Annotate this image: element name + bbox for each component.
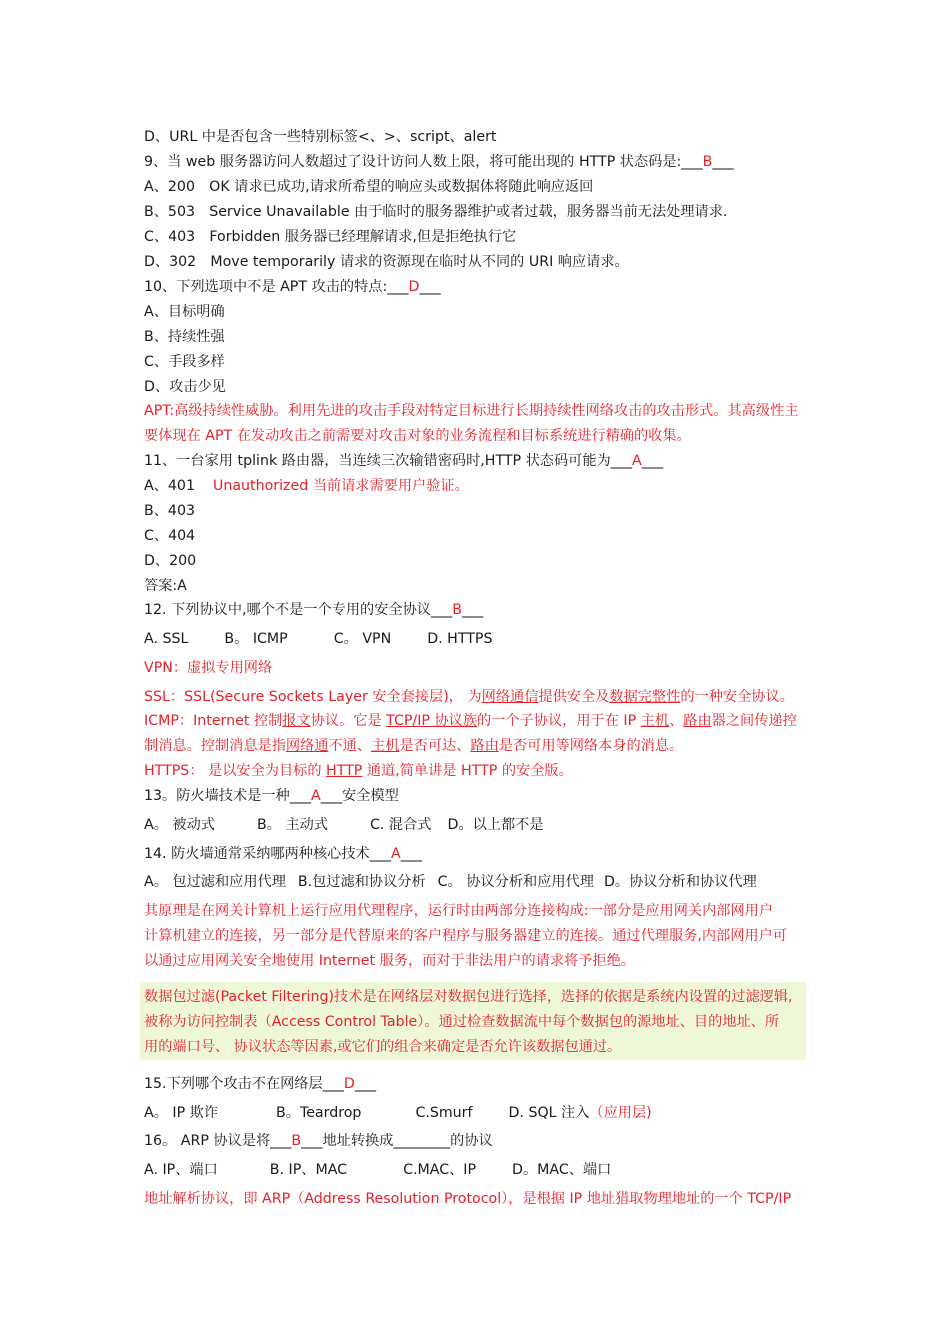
option-label: A、401: [144, 478, 195, 494]
question-text: 16。 ARP 协议是将___: [144, 1133, 292, 1149]
explanation-line: 以通过应用网关安全地使用 Internet 服务，而对于非法用户的请求将予拒绝。: [144, 953, 635, 969]
explanation-line: 其原理是在网关计算机上运行应用代理程序，运行时由两部分连接构成:一部分是应用网关内部网用户: [144, 903, 774, 919]
explanation-line: VPN：虚拟专用网络: [144, 660, 273, 676]
explanation-line: HTTPS： 是以安全为目标的 HTTP 通道,简单讲是 HTTP 的安全版。: [144, 763, 573, 779]
link[interactable]: 报文: [282, 713, 311, 729]
highlight-line: 用的端口号、 协议状态等因素,或它们的组合来确定是否允许该数据包通过。: [144, 1039, 622, 1055]
answer-mark: D: [408, 279, 420, 295]
option: D。协议分析和协议代理: [603, 874, 757, 890]
explanation-line: SSL：SSL(Secure Sockets Layer 安全套接层)， 为网络通信提供安全及数据完整性的一种安全协议。: [144, 689, 794, 705]
options-row: [144, 1161, 611, 1179]
explanation-line: 计算机建立的连接，另一部分是代替原来的客户程序与服务器建立的连接。通过代理服务,内部网用户可: [144, 928, 787, 944]
option: D、302 Move temporarily 请求的资源现在临时从不同的 URI 响应请求。: [144, 254, 629, 270]
question-text: 11、一台家用 tplink 路由器，当连续三次输错密码时,HTTP 状态码可能为___: [144, 453, 633, 469]
answer-mark: A: [311, 788, 321, 804]
question-text: 14. 防火墙通常采纳哪两种核心技术___: [144, 846, 391, 862]
answer-mark: B: [702, 154, 713, 170]
answer-mark: D: [343, 1076, 355, 1092]
question-15: [144, 1075, 376, 1093]
explanation-line: ICMP：Internet 控制报文协议。它是 TCP/IP 协议族的一个子协议，用于在 IP 主机、路由器之间传递控: [144, 713, 797, 729]
option: D、攻击少见: [144, 379, 226, 395]
option: B. IP、MAC: [269, 1162, 348, 1178]
link[interactable]: 网络通: [285, 738, 329, 754]
question-text: 15.下列哪个攻击不在网络层___: [144, 1076, 344, 1092]
link[interactable]: 主机: [371, 738, 400, 754]
option: C、404: [144, 528, 196, 544]
options-row: [144, 873, 757, 891]
option: C. 混合式: [369, 817, 432, 833]
text-line: D、URL 中是否包含一些特别标签<、>、script、alert: [144, 129, 497, 145]
blank: ___: [419, 279, 441, 295]
option: A. SSL: [144, 631, 189, 647]
link[interactable]: 网络通信: [481, 689, 539, 705]
explanation-line: 要体现在 APT 在发动攻击之前需要对攻击对象的业务流程和目标系统进行精确的收集。: [144, 428, 691, 444]
option-note: Unauthorized 当前请求需要用户验证。: [212, 478, 469, 494]
link[interactable]: HTTP: [326, 763, 363, 779]
question-text: 12. 下列协议中,哪个不是一个专用的安全协议___: [144, 602, 453, 618]
answer-mark: B: [452, 602, 462, 618]
option: C.MAC、IP: [403, 1162, 477, 1178]
options-row: [144, 1104, 652, 1122]
option: D. SQL 注入: [508, 1105, 590, 1121]
option: A。 包过滤和应用代理: [144, 874, 286, 890]
question-9: [144, 153, 734, 171]
option: A、目标明确: [144, 304, 225, 320]
link[interactable]: 数据完整性: [609, 689, 681, 705]
option: D。以上都不是: [447, 817, 544, 833]
question-text: 10、下列选项中不是 APT 攻击的特点:___: [144, 279, 409, 295]
question-text: ___地址转换成________的协议: [301, 1133, 493, 1149]
option-note: （应用层): [589, 1105, 652, 1121]
link[interactable]: TCP/IP 协议族: [386, 713, 478, 729]
option: C、手段多样: [144, 354, 225, 370]
answer-mark: B: [291, 1133, 302, 1149]
option: [144, 477, 469, 495]
question-11: [144, 452, 663, 470]
option: A。 被动式: [144, 817, 215, 833]
blank: ___: [461, 602, 484, 618]
option: C、403 Forbidden 服务器已经理解请求,但是拒绝执行它: [144, 229, 517, 245]
answer-line: 答案:A: [144, 578, 187, 594]
option: A。 IP 欺诈: [144, 1105, 219, 1121]
option: B.包过滤和协议分析: [297, 874, 426, 890]
highlight-line: 被称为访问控制表（Access Control Table）。通过检查数据流中每个数据包的源地址、目的地址、所: [144, 1014, 780, 1030]
question-13: [144, 787, 399, 805]
blank: ___: [641, 453, 664, 469]
question-text: 9、当 web 服务器访问人数超过了设计访问人数上限，将可能出现的 HTTP 状态码是:___: [144, 154, 703, 170]
explanation-line: APT:高级持续性威胁。利用先进的攻击手段对特定目标进行长期持续性网络攻击的攻击形式。其高级性主: [144, 403, 799, 419]
option: D。MAC、端口: [512, 1162, 612, 1178]
option: B、503 Service Unavailable 由于临时的服务器维护或者过载，服务器当前无法处理请求.: [144, 204, 728, 220]
option: B。 ICMP: [224, 631, 288, 647]
question-14: [144, 845, 422, 863]
options-row: [144, 816, 544, 834]
highlight-line: 数据包过滤(Packet Filtering)技术是在网络层对数据包进行选择，选择的依据是系统内设置的过滤逻辑,: [144, 989, 793, 1005]
question-10: [144, 278, 441, 296]
option: C。 协议分析和应用代理: [437, 874, 594, 890]
blank: ___: [712, 154, 734, 170]
option: D、200: [144, 553, 197, 569]
option: A、200 OK 请求已成功,请求所希望的响应头或数据体将随此响应返回: [144, 179, 594, 195]
blank: ___: [354, 1076, 377, 1092]
link[interactable]: 路由: [470, 738, 499, 754]
option: C.Smurf: [415, 1105, 473, 1121]
option: B、持续性强: [144, 329, 225, 345]
options-row: [144, 630, 492, 648]
option: B、403: [144, 503, 196, 519]
option: B。Teardrop: [276, 1105, 362, 1121]
answer-mark: A: [632, 453, 642, 469]
explanation-line: 制消息。控制消息是指网络通不通、主机是否可达、路由是否可用等网络本身的消息。: [144, 738, 684, 754]
question-16: [144, 1132, 493, 1150]
option: A. IP、端口: [144, 1162, 218, 1178]
explanation-line: 地址解析协议，即 ARP（Address Resolution Protocol），是根据 IP 地址猎取物理地址的一个 TCP/IP: [144, 1191, 792, 1207]
blank: ___: [400, 846, 422, 862]
link[interactable]: 路由: [683, 713, 712, 729]
question-text: ___安全模型: [320, 788, 399, 804]
option: C。 VPN: [333, 631, 392, 647]
link[interactable]: 主机: [640, 713, 670, 729]
question-12: [144, 601, 483, 619]
question-text: 13。防火墙技术是一种___: [144, 788, 312, 804]
option: D. HTTPS: [427, 631, 493, 647]
option: B。 主动式: [256, 817, 328, 833]
answer-mark: A: [390, 846, 401, 862]
